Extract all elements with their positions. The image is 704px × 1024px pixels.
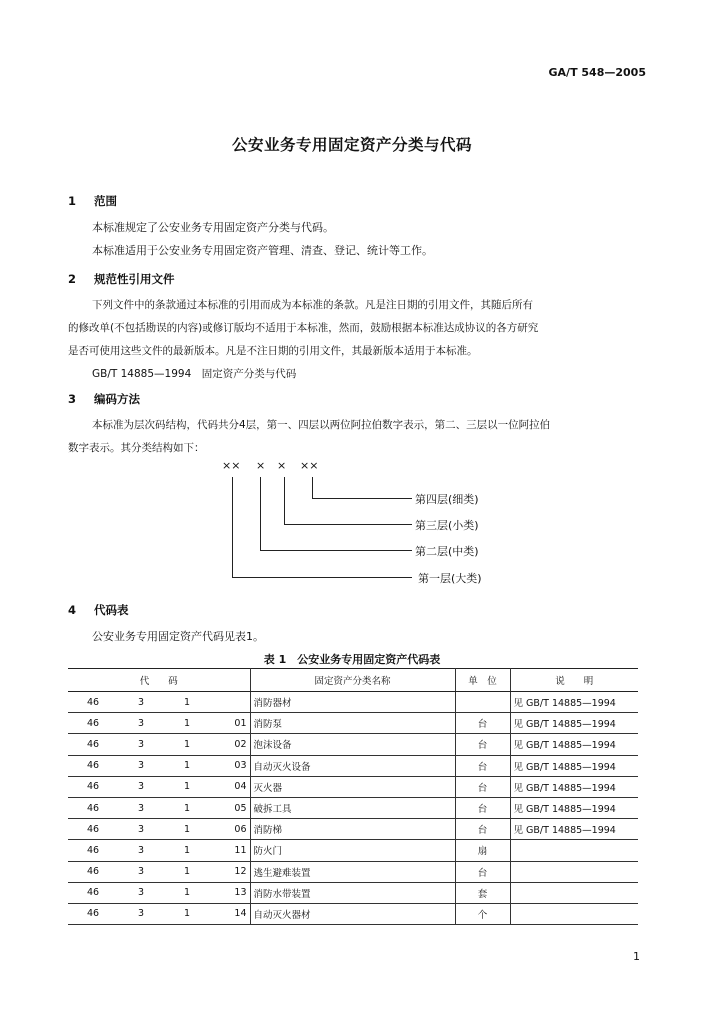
code-major-cell: 46 xyxy=(68,734,118,755)
section-3-heading xyxy=(68,391,140,407)
section-4-body xyxy=(92,625,264,648)
code-medium-cell: 3 xyxy=(118,692,164,713)
code-minor-cell: 1 xyxy=(164,840,210,861)
code-medium-cell: 3 xyxy=(118,882,164,903)
section-number: 2 xyxy=(68,272,77,286)
level-label-1: 第一层(大类) xyxy=(418,572,482,585)
code-minor-cell: 1 xyxy=(164,755,210,776)
section-1-heading xyxy=(68,193,117,209)
section-1-body xyxy=(92,216,433,262)
asset-code-table xyxy=(68,668,638,925)
section-2-heading xyxy=(68,271,175,287)
table-row xyxy=(68,840,638,861)
note-cell: 见 GB/T 14885—1994 xyxy=(510,734,638,755)
paragraph-line: 是否可使用这些文件的最新版本。凡是不注日期的引用文件，其最新版本适用于本标准。 xyxy=(68,345,478,357)
code-medium-cell: 3 xyxy=(118,713,164,734)
code-major-cell: 46 xyxy=(68,903,118,924)
asset-name-cell: 逃生避难装置 xyxy=(250,861,455,882)
asset-name-cell: 消防器材 xyxy=(250,692,455,713)
code-minor-cell: 1 xyxy=(164,713,210,734)
table-caption: 表 1 公安业务专用固定资产代码表 xyxy=(263,653,441,666)
code-detail-cell: 04 xyxy=(210,776,250,797)
unit-cell: 台 xyxy=(455,861,510,882)
code-minor-cell: 1 xyxy=(164,776,210,797)
asset-name-cell: 防火门 xyxy=(250,840,455,861)
code-major-cell: 46 xyxy=(68,840,118,861)
table-row xyxy=(68,903,638,924)
unit-cell: 台 xyxy=(455,819,510,840)
level-label-3: 第三层(小类) xyxy=(415,519,479,532)
connector-line xyxy=(260,477,261,550)
code-minor-cell: 1 xyxy=(164,882,210,903)
section-title: 代码表 xyxy=(94,603,129,617)
note-cell xyxy=(510,903,638,924)
code-major-cell: 46 xyxy=(68,776,118,797)
code-detail-cell: 06 xyxy=(210,819,250,840)
code-level-3: × xyxy=(277,459,287,472)
paragraph-line: 本标准规定了公安业务专用固定资产分类与代码。 xyxy=(92,221,334,234)
page-number: 1 xyxy=(633,950,640,963)
asset-name-cell: 灭火器 xyxy=(250,776,455,797)
code-level-1: ×× xyxy=(222,459,241,472)
table-row xyxy=(68,861,638,882)
unit-cell: 台 xyxy=(455,797,510,818)
paragraph-line: 本标准为层次码结构，代码共分4层，第一、四层以两位阿拉伯数字表示，第二、三层以一位阿拉伯 xyxy=(92,419,551,431)
section-title: 范围 xyxy=(94,194,117,208)
code-minor-cell: 1 xyxy=(164,797,210,818)
document-title: 公安业务专用固定资产分类与代码 xyxy=(231,136,472,154)
table-row xyxy=(68,713,638,734)
code-major-cell: 46 xyxy=(68,797,118,818)
note-cell xyxy=(510,882,638,903)
code-detail-cell: 14 xyxy=(210,903,250,924)
reference-line: GB/T 14885—1994 固定资产分类与代码 xyxy=(92,368,297,380)
code-detail-cell: 11 xyxy=(210,840,250,861)
note-cell: 见 GB/T 14885—1994 xyxy=(510,797,638,818)
section-number: 3 xyxy=(68,392,77,406)
header-name: 固定资产分类名称 xyxy=(250,669,455,692)
table-row xyxy=(68,734,638,755)
table-row xyxy=(68,882,638,903)
note-cell xyxy=(510,840,638,861)
code-minor-cell: 1 xyxy=(164,692,210,713)
unit-cell: 台 xyxy=(455,755,510,776)
code-minor-cell: 1 xyxy=(164,819,210,840)
level-label-4: 第四层(细类) xyxy=(415,493,479,506)
code-level-4: ×× xyxy=(300,459,319,472)
connector-line xyxy=(312,498,412,499)
note-cell: 见 GB/T 14885—1994 xyxy=(510,692,638,713)
header-code: 代 码 xyxy=(68,669,250,692)
connector-line xyxy=(260,550,412,551)
asset-name-cell: 消防梯 xyxy=(250,819,455,840)
note-cell: 见 GB/T 14885—1994 xyxy=(510,819,638,840)
section-2-body xyxy=(68,294,648,386)
paragraph-line: 本标准适用于公安业务专用固定资产管理、清查、登记、统计等工作。 xyxy=(92,244,433,257)
code-major-cell: 46 xyxy=(68,713,118,734)
code-medium-cell: 3 xyxy=(118,819,164,840)
standard-number: GA/T 548—2005 xyxy=(548,66,646,79)
connector-line xyxy=(284,477,285,524)
note-cell: 见 GB/T 14885—1994 xyxy=(510,713,638,734)
code-major-cell: 46 xyxy=(68,692,118,713)
asset-name-cell: 消防泵 xyxy=(250,713,455,734)
code-major-cell: 46 xyxy=(68,755,118,776)
header-note: 说 明 xyxy=(510,669,638,692)
code-detail-cell: 02 xyxy=(210,734,250,755)
table-row xyxy=(68,776,638,797)
code-minor-cell: 1 xyxy=(164,861,210,882)
code-medium-cell: 3 xyxy=(118,840,164,861)
unit-cell: 台 xyxy=(455,713,510,734)
connector-line xyxy=(232,477,233,577)
code-medium-cell: 3 xyxy=(118,861,164,882)
code-minor-cell: 1 xyxy=(164,903,210,924)
section-number: 1 xyxy=(68,194,77,208)
code-detail-cell: 01 xyxy=(210,713,250,734)
unit-cell: 套 xyxy=(455,882,510,903)
level-label-2: 第二层(中类) xyxy=(415,545,479,558)
code-medium-cell: 3 xyxy=(118,776,164,797)
section-3-body xyxy=(68,414,648,460)
note-cell xyxy=(510,861,638,882)
section-number: 4 xyxy=(68,603,77,617)
code-major-cell: 46 xyxy=(68,882,118,903)
table-row xyxy=(68,692,638,713)
code-level-2: × xyxy=(256,459,266,472)
code-major-cell: 46 xyxy=(68,819,118,840)
section-title: 规范性引用文件 xyxy=(94,272,175,286)
unit-cell: 台 xyxy=(455,734,510,755)
unit-cell: 扇 xyxy=(455,840,510,861)
note-cell: 见 GB/T 14885—1994 xyxy=(510,776,638,797)
asset-name-cell: 自动灭火器材 xyxy=(250,903,455,924)
table-row xyxy=(68,797,638,818)
paragraph-line: 的修改单(不包括勘误的内容)或修订版均不适用于本标准，然而，鼓励根据本标准达成协议的各方研究 xyxy=(68,322,539,334)
code-detail-cell: 03 xyxy=(210,755,250,776)
paragraph-line: 下列文件中的条款通过本标准的引用而成为本标准的条款。凡是注日期的引用文件，其随后所有 xyxy=(92,299,533,311)
paragraph-line: 公安业务专用固定资产代码见表1。 xyxy=(92,630,264,643)
section-4-heading xyxy=(68,602,129,618)
code-detail-cell: 13 xyxy=(210,882,250,903)
asset-name-cell: 破拆工具 xyxy=(250,797,455,818)
code-medium-cell: 3 xyxy=(118,797,164,818)
asset-name-cell: 自动灭火设备 xyxy=(250,755,455,776)
unit-cell xyxy=(455,692,510,713)
code-detail-cell: 12 xyxy=(210,861,250,882)
note-cell: 见 GB/T 14885—1994 xyxy=(510,755,638,776)
unit-cell: 个 xyxy=(455,903,510,924)
header-unit: 单 位 xyxy=(455,669,510,692)
code-detail-cell xyxy=(210,692,250,713)
unit-cell: 台 xyxy=(455,776,510,797)
code-medium-cell: 3 xyxy=(118,734,164,755)
paragraph-line: 数字表示。其分类结构如下： xyxy=(68,442,205,454)
code-medium-cell: 3 xyxy=(118,903,164,924)
code-medium-cell: 3 xyxy=(118,755,164,776)
connector-line xyxy=(284,524,412,525)
code-detail-cell: 05 xyxy=(210,797,250,818)
connector-line xyxy=(312,477,313,498)
asset-name-cell: 泡沫设备 xyxy=(250,734,455,755)
connector-line xyxy=(232,577,412,578)
table-row xyxy=(68,819,638,840)
section-title: 编码方法 xyxy=(94,392,140,406)
table-row xyxy=(68,755,638,776)
code-major-cell: 46 xyxy=(68,861,118,882)
code-minor-cell: 1 xyxy=(164,734,210,755)
asset-name-cell: 消防水带装置 xyxy=(250,882,455,903)
